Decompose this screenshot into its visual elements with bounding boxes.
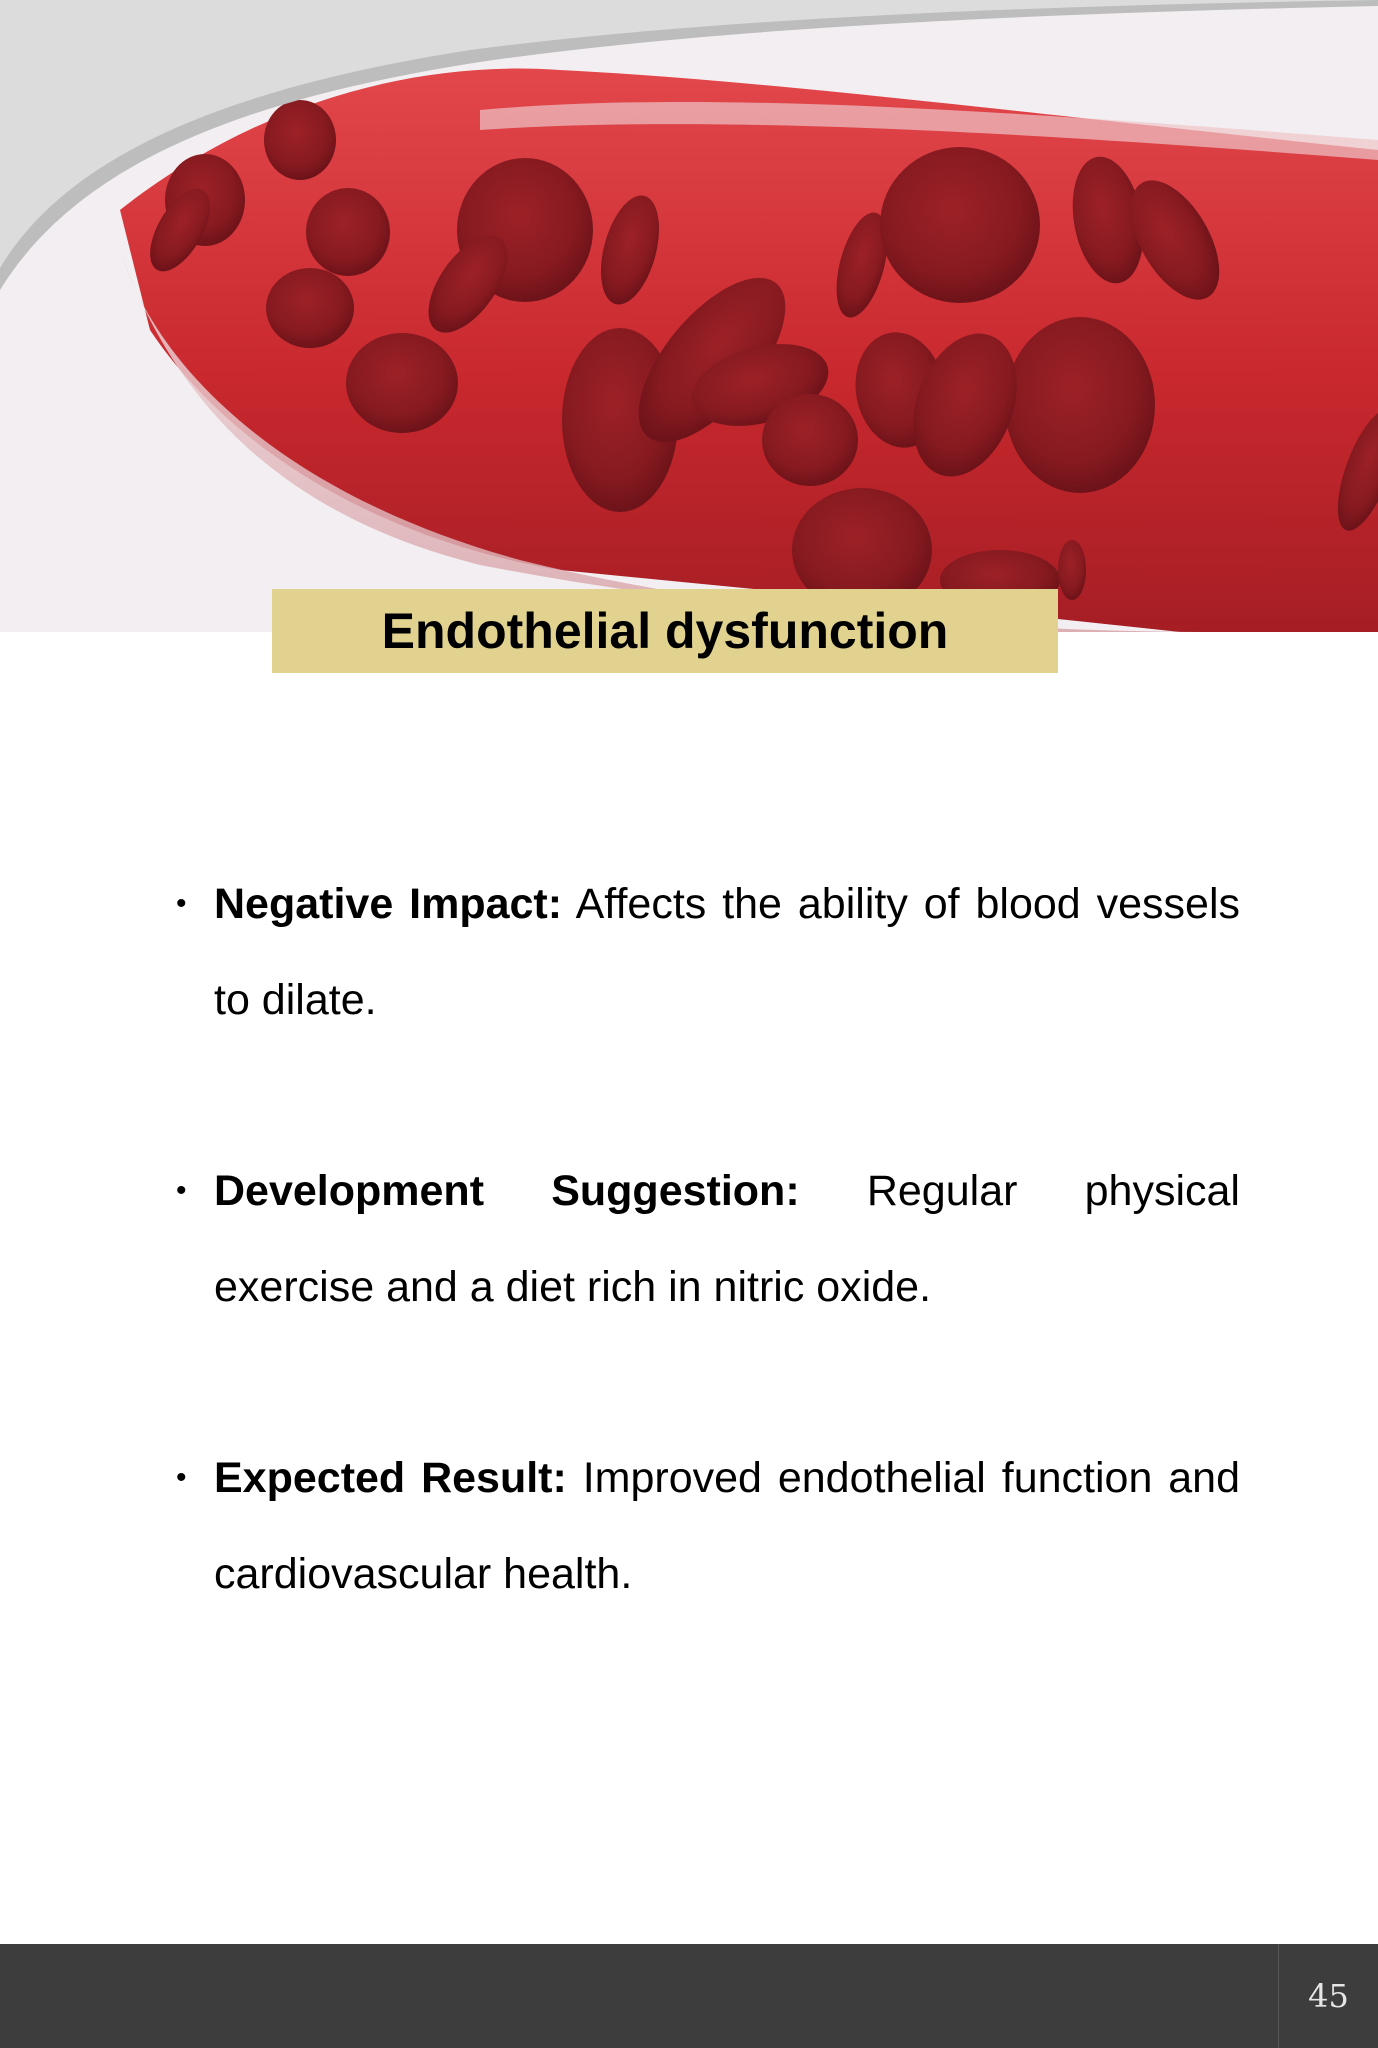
- bullet-label: Expected Result:: [214, 1454, 567, 1502]
- bullet-dot-icon: •: [176, 887, 187, 920]
- bullet-body: Regular physical exercise and a diet rich in nitric oxide.: [214, 1167, 1240, 1311]
- bullet-body: Improved endothelial function and cardiovascular health.: [214, 1454, 1240, 1598]
- bullet-text: [214, 1430, 1240, 1622]
- bullet-label: Negative Impact:: [214, 880, 563, 928]
- bullet-body: Affects the ability of blood vessels to dilate.: [214, 880, 1241, 1024]
- hero-image: [0, 0, 1378, 632]
- list-item: [174, 1143, 1240, 1335]
- footer-bar: [0, 1944, 1378, 2048]
- bullet-dot-icon: •: [176, 1461, 187, 1494]
- bullet-text: [214, 1143, 1240, 1335]
- list-item: [174, 856, 1240, 1048]
- bullet-dot-icon: •: [176, 1174, 187, 1207]
- list-item: [174, 1430, 1240, 1622]
- blood-vessel-illustration: [0, 0, 1378, 632]
- title-banner: [272, 589, 1058, 673]
- bullet-label: Development Suggestion:: [214, 1167, 800, 1215]
- page-title: Endothelial dysfunction: [381, 603, 949, 659]
- page-number: 45: [1308, 1977, 1349, 2015]
- bullet-text: [214, 856, 1240, 1048]
